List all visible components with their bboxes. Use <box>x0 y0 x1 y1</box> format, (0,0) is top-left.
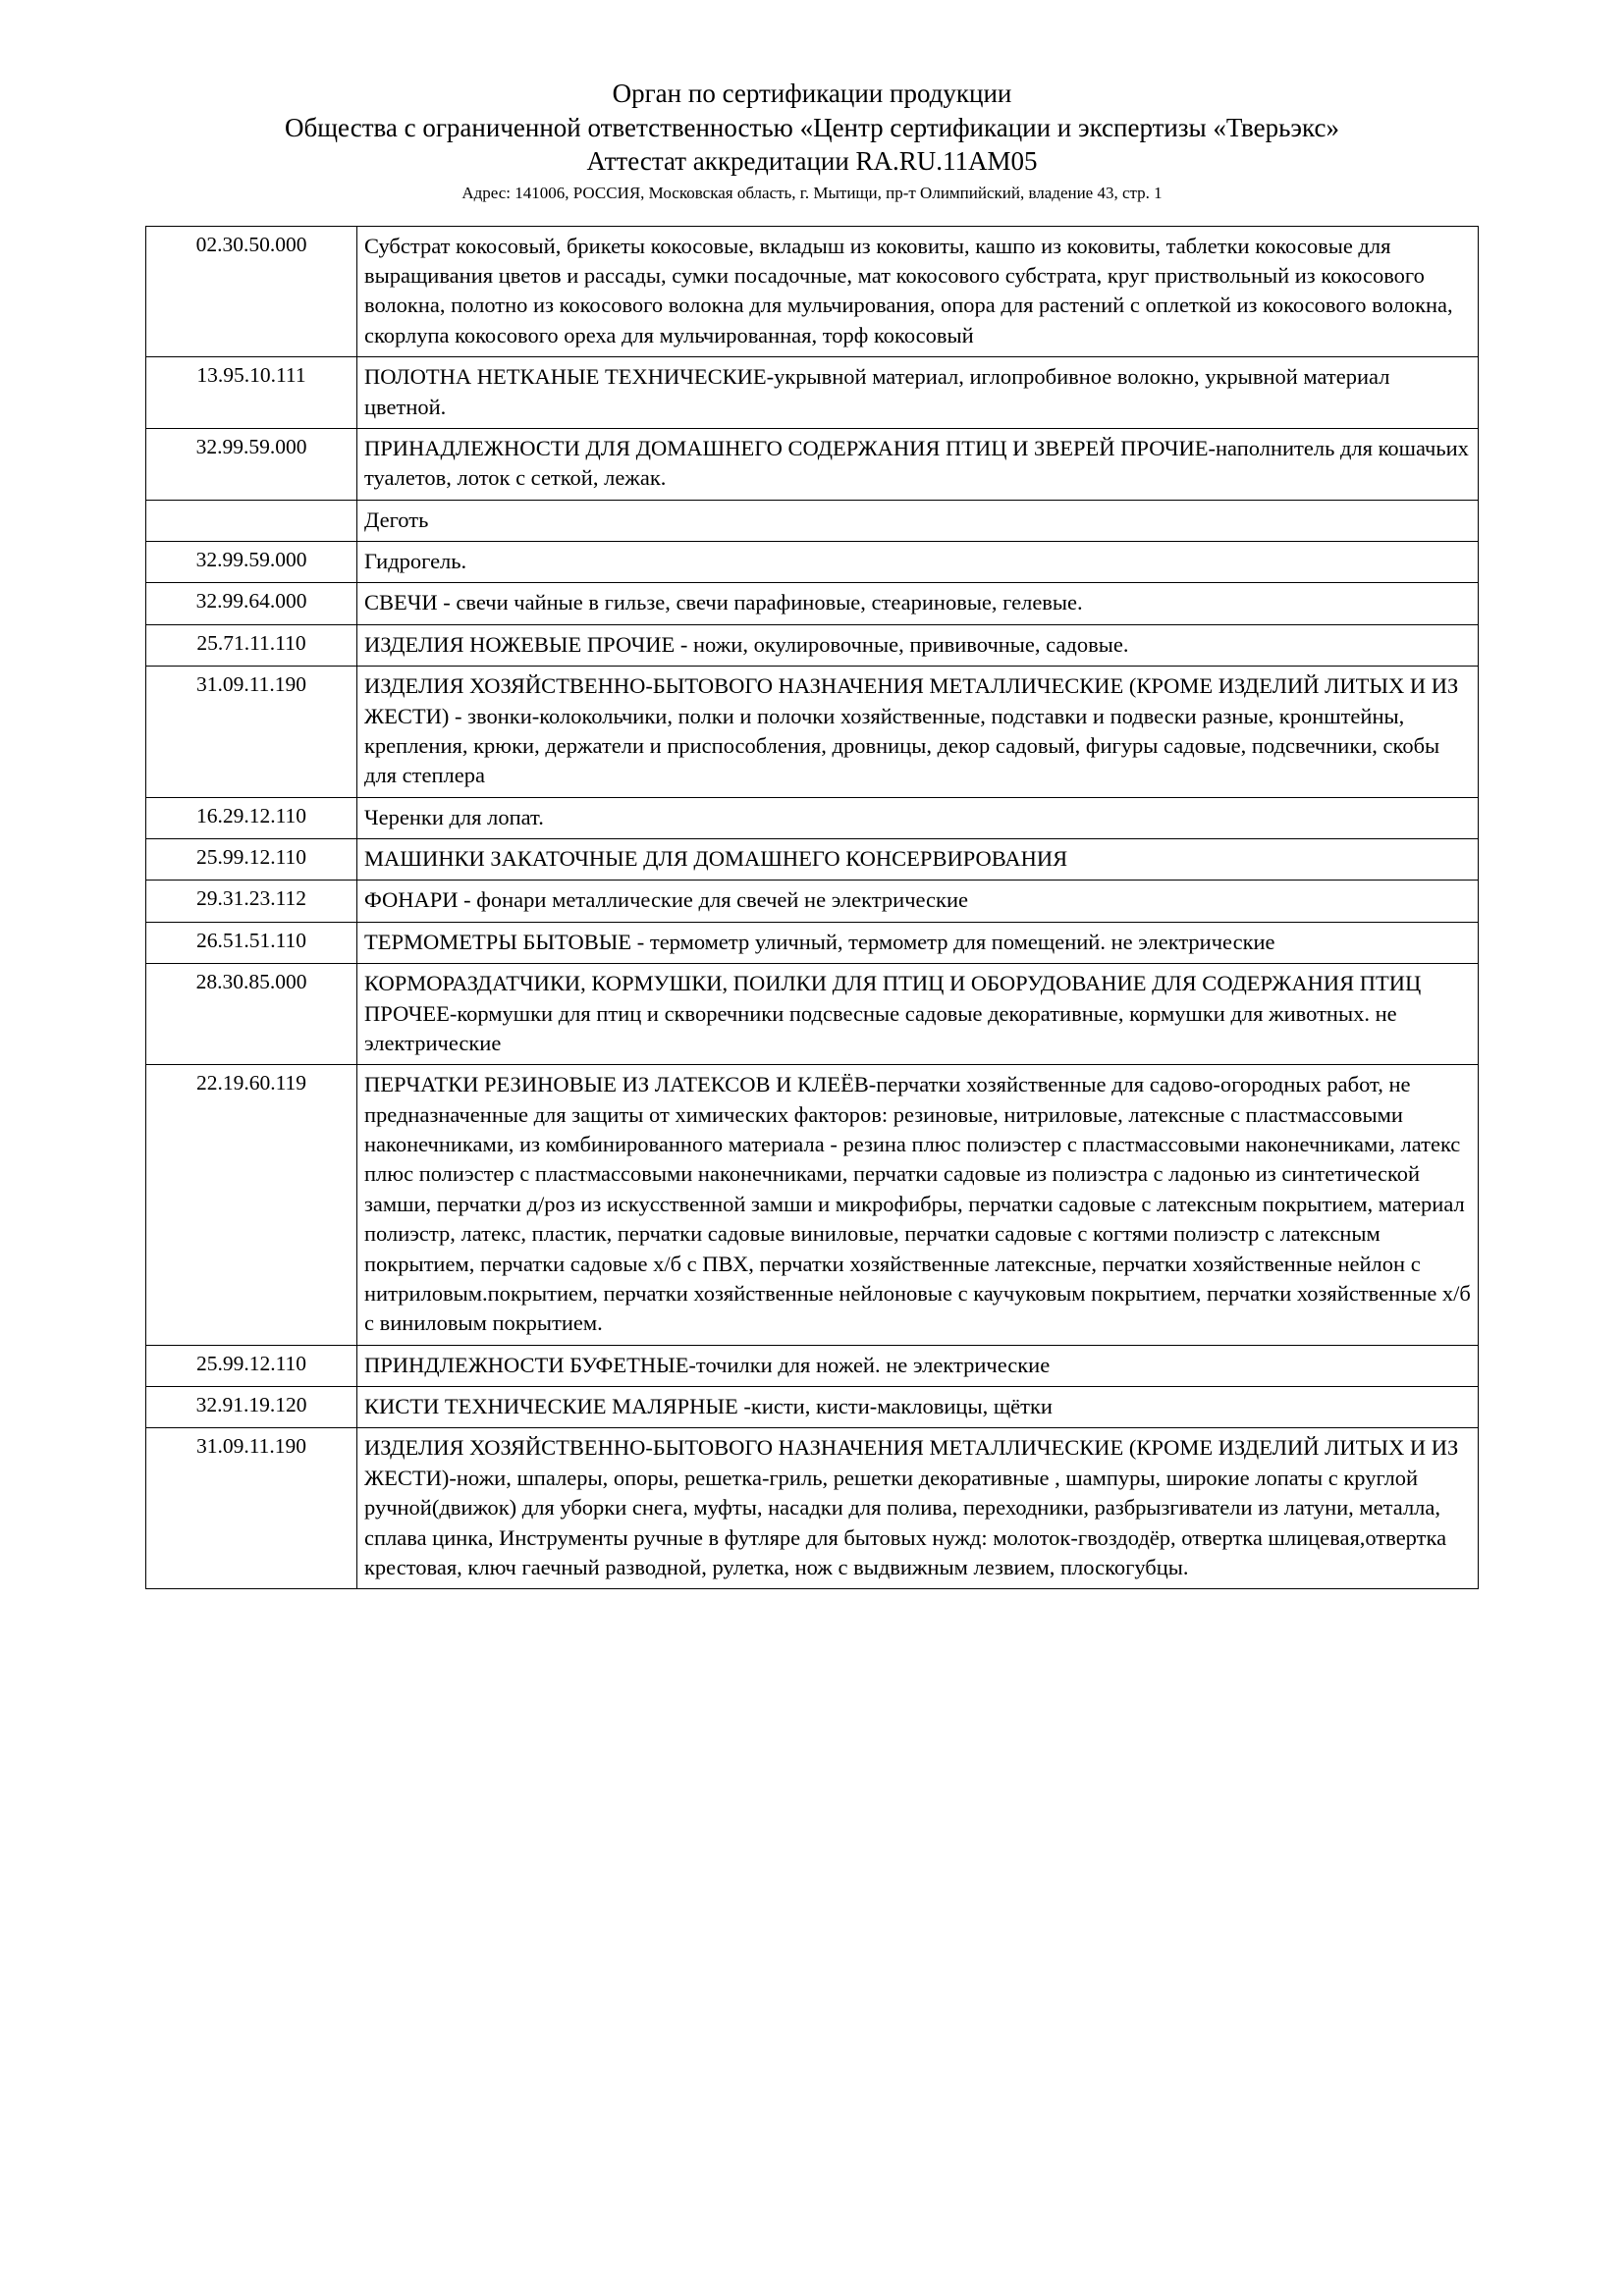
product-code-cell: 29.31.23.112 <box>146 881 357 922</box>
product-code-cell: 16.29.12.110 <box>146 797 357 838</box>
product-code-cell: 31.09.11.190 <box>146 1428 357 1589</box>
table-row <box>146 1065 1479 1345</box>
product-code-cell: 25.71.11.110 <box>146 624 357 666</box>
product-code-cell: 22.19.60.119 <box>146 1065 357 1345</box>
table-row <box>146 542 1479 583</box>
table-row <box>146 667 1479 798</box>
header-address-line: Адрес: 141006, РОССИЯ, Московская область, г. Мытищи, пр-т Олимпийский, владение 43, стр. 1 <box>461 183 1163 202</box>
product-code-cell: 25.99.12.110 <box>146 839 357 881</box>
product-description-cell: Гидрогель. <box>357 542 1479 583</box>
table-row <box>146 226 1479 357</box>
table-row <box>146 881 1479 922</box>
product-code-cell: 31.09.11.190 <box>146 667 357 798</box>
product-description-cell: ИЗДЕЛИЯ ХОЗЯЙСТВЕННО-БЫТОВОГО НАЗНАЧЕНИЯ МЕТАЛЛИЧЕСКИЕ (КРОМЕ ИЗДЕЛИЙ ЛИТЫХ И ИЗ ЖЕСТИ) - звонки-колокольчики, полки и полочки хозяйственные, подставки и подвески разные, кронштейны, крепления, крюки, держатели и приспособления, дровницы, декор садовый, фигуры садовые, подсвечники, скобы для степлера <box>357 667 1479 798</box>
product-code-cell: 13.95.10.111 <box>146 357 357 429</box>
product-description-cell: КОРМОРАЗДАТЧИКИ, КОРМУШКИ, ПОИЛКИ ДЛЯ ПТИЦ И ОБОРУДОВАНИЕ ДЛЯ СОДЕРЖАНИЯ ПТИЦ ПРОЧЕЕ-кормушки для птиц и скворечники подсвесные садовые декоративные, кормушки для животных. не электрические <box>357 964 1479 1065</box>
table-row <box>146 1345 1479 1386</box>
table-row <box>146 357 1479 429</box>
product-description-cell: КИСТИ ТЕХНИЧЕСКИЕ МАЛЯРНЫЕ -кисти, кисти-макловицы, щётки <box>357 1387 1479 1428</box>
document-header <box>145 77 1479 204</box>
product-description-cell: Субстрат кокосовый, брикеты кокосовые, вкладыш из коковиты, кашпо из коковиты, таблетки кокосовые для выращивания цветов и рассады, сумки посадочные, мат кокосового субстрата, круг приствольный из кокосового волокна, полотно из кокосового волокна для мульчирования, опора для растений с оплеткой из кокосового волокна, скорлупа кокосового ореха для мульчированная, торф кокосовый <box>357 226 1479 357</box>
product-code-cell: 32.99.64.000 <box>146 583 357 624</box>
product-code-cell <box>146 500 357 541</box>
product-code-cell: 28.30.85.000 <box>146 964 357 1065</box>
product-description-cell: Деготь <box>357 500 1479 541</box>
table-row <box>146 922 1479 963</box>
product-code-cell: 32.99.59.000 <box>146 428 357 500</box>
product-code-cell: 02.30.50.000 <box>146 226 357 357</box>
product-description-cell: Черенки для лопат. <box>357 797 1479 838</box>
product-description-cell: ПРИНАДЛЕЖНОСТИ ДЛЯ ДОМАШНЕГО СОДЕРЖАНИЯ ПТИЦ И ЗВЕРЕЙ ПРОЧИЕ-наполнитель для кошачьих туалетов, лоток с сеткой, лежак. <box>357 428 1479 500</box>
product-description-cell: ФОНАРИ - фонари металлические для свечей не электрические <box>357 881 1479 922</box>
header-accreditation-line: Аттестат аккредитации RA.RU.11AM05 <box>586 146 1038 177</box>
table-row <box>146 500 1479 541</box>
product-description-cell: ПОЛОТНА НЕТКАНЫЕ ТЕХНИЧЕСКИЕ-укрывной материал, иглопробивное волокно, укрывной материал цветной. <box>357 357 1479 429</box>
product-code-cell: 26.51.51.110 <box>146 922 357 963</box>
header-company-line: Общества с ограниченной ответственностью «Центр сертификации и экспертизы «Тверьэкс» <box>285 112 1339 142</box>
product-description-cell: ИЗДЕЛИЯ НОЖЕВЫЕ ПРОЧИЕ - ножи, окулировочные, прививочные, садовые. <box>357 624 1479 666</box>
product-description-cell: МАШИНКИ ЗАКАТОЧНЫЕ ДЛЯ ДОМАШНЕГО КОНСЕРВИРОВАНИЯ <box>357 839 1479 881</box>
product-code-cell: 32.99.59.000 <box>146 542 357 583</box>
table-row <box>146 839 1479 881</box>
table-row <box>146 583 1479 624</box>
table-row <box>146 797 1479 838</box>
table-row <box>146 1428 1479 1589</box>
table-row <box>146 1387 1479 1428</box>
product-description-cell: ТЕРМОМЕТРЫ БЫТОВЫЕ - термометр уличный, термометр для помещений. не электрические <box>357 922 1479 963</box>
product-registry-table <box>145 226 1479 1590</box>
product-description-cell: ПРИНДЛЕЖНОСТИ БУФЕТНЫЕ-точилки для ножей. не электрические <box>357 1345 1479 1386</box>
product-description-cell: СВЕЧИ - свечи чайные в гильзе, свечи парафиновые, стеариновые, гелевые. <box>357 583 1479 624</box>
table-row <box>146 428 1479 500</box>
header-organization-line: Орган по сертификации продукции <box>612 79 1012 108</box>
table-row <box>146 964 1479 1065</box>
product-code-cell: 32.91.19.120 <box>146 1387 357 1428</box>
product-description-cell: ИЗДЕЛИЯ ХОЗЯЙСТВЕННО-БЫТОВОГО НАЗНАЧЕНИЯ МЕТАЛЛИЧЕСКИЕ (КРОМЕ ИЗДЕЛИЙ ЛИТЫХ И ИЗ ЖЕСТИ)-ножи, шпалеры, опоры, решетка-гриль, решетки декоративные , шампуры, широкие лопаты с круглой ручной(движок) для уборки снега, муфты, насадки для полива, переходники, разбрызгиватели из латуни, металла, сплава цинка, Инструменты ручные в футляре для бытовых нужд: молоток-гвоздодёр, отвертка шлицевая,отвертка крестовая, ключ гаечный разводной, рулетка, нож с выдвижным лезвием, плоскогубцы. <box>357 1428 1479 1589</box>
product-code-cell: 25.99.12.110 <box>146 1345 357 1386</box>
product-description-cell: ПЕРЧАТКИ РЕЗИНОВЫЕ ИЗ ЛАТЕКСОВ И КЛЕЁВ-перчатки хозяйственные для садово-огородных работ, не предназначенные для защиты от химических факторов: резиновые, нитриловые, латексные с пластмассовыми наконечниками, из комбинированного материала - резина плюс полиэстер с пластмассовыми наконечниками, латекс плюс полиэстер с пластмассовыми наконечниками, перчатки садовые из полиэстра с ладонью из синтетической замши, перчатки д/роз из искусственной замши и микрофибры, перчатки садовые с латексным покрытием, материал полиэстр, латекс, пластик, перчатки садовые виниловые, перчатки садовые с когтями полиэстр с латексным покрытием, перчатки садовые х/б с ПВХ, перчатки хозяйственные латексные, перчатки хозяйственные нейлон с нитриловым.покрытием, перчатки хозяйственные нейлоновые с каучуковым покрытием, перчатки хозяйственные х/б с виниловым покрытием. <box>357 1065 1479 1345</box>
table-row <box>146 624 1479 666</box>
